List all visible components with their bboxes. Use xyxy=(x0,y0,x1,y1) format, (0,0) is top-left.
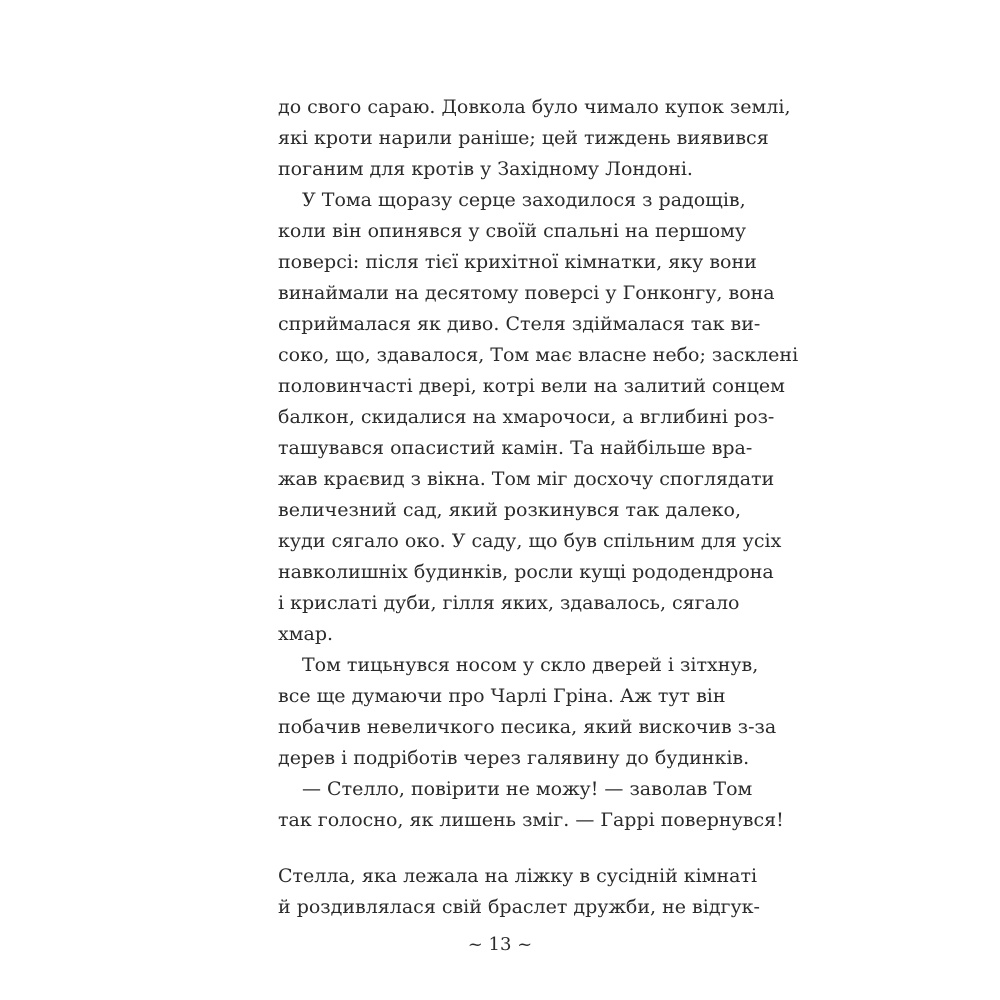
text-line: балкон, скидалися на хмарочоси, а вглибині роз- xyxy=(278,406,775,428)
text-line: і крислаті дуби, гілля яких, здавалось, сягало xyxy=(278,592,740,614)
text-line: дерев і подріботів через галявину до будинків. xyxy=(278,747,750,769)
text-line: коли він опинявся у своїй спальні на першому xyxy=(278,220,747,242)
text-line: поганим для кротів у Західному Лондоні. xyxy=(278,158,693,180)
text-line: поверсі: після тієї крихітної кімнатки, яку вони xyxy=(278,251,757,273)
text-line: навколишніх будинків, росли кущі рододендрона xyxy=(278,561,774,583)
text-line: так голосно, як лишень зміг. — Гаррі повернувся! xyxy=(278,809,784,831)
text-line: хмар. xyxy=(278,623,334,645)
text-line: жав краєвид з вікна. Том міг досхочу споглядати xyxy=(278,468,775,490)
text-line: й роздивлялася свій браслет дружби, не відгук- xyxy=(278,896,760,918)
text-line: половинчасті двері, котрі вели на залитий сонцем xyxy=(278,375,785,397)
text-line: ташувався опасистий камін. Та найбільше вра- xyxy=(278,437,753,459)
text-line: до свого сараю. Довкола було чимало купок землі, xyxy=(278,96,791,118)
text-line: Стелла, яка лежала на ліжку в сусідній кімнаті xyxy=(278,865,758,887)
text-line: сприймалася як диво. Стеля здіймалася так ви- xyxy=(278,313,761,335)
text-line: куди сягало око. У саду, що був спільним для усіх xyxy=(278,530,782,552)
text-line: соко, що, здавалося, Том має власне небо; засклені xyxy=(278,344,799,366)
text-line: які кроти нарили раніше; цей тиждень виявився xyxy=(278,127,769,149)
text-line: винаймали на десятому поверсі у Гонконгу, вона xyxy=(278,282,775,304)
text-line: — Стелло, повірити не можу! — заволав Том xyxy=(302,778,753,800)
text-line: все ще думаючи про Чарлі Гріна. Аж тут він xyxy=(278,685,726,707)
text-line: У Тома щоразу серце заходилося з радощів, xyxy=(302,189,746,211)
text-line: Том тицьнувся носом у скло дверей і зітхнув, xyxy=(302,654,759,676)
text-line: величезний сад, який розкинувся так далеко, xyxy=(278,499,742,521)
text-line: побачив невеличкого песика, який вискочив з-за xyxy=(278,716,777,738)
page-number: ~ 13 ~ xyxy=(467,934,533,955)
